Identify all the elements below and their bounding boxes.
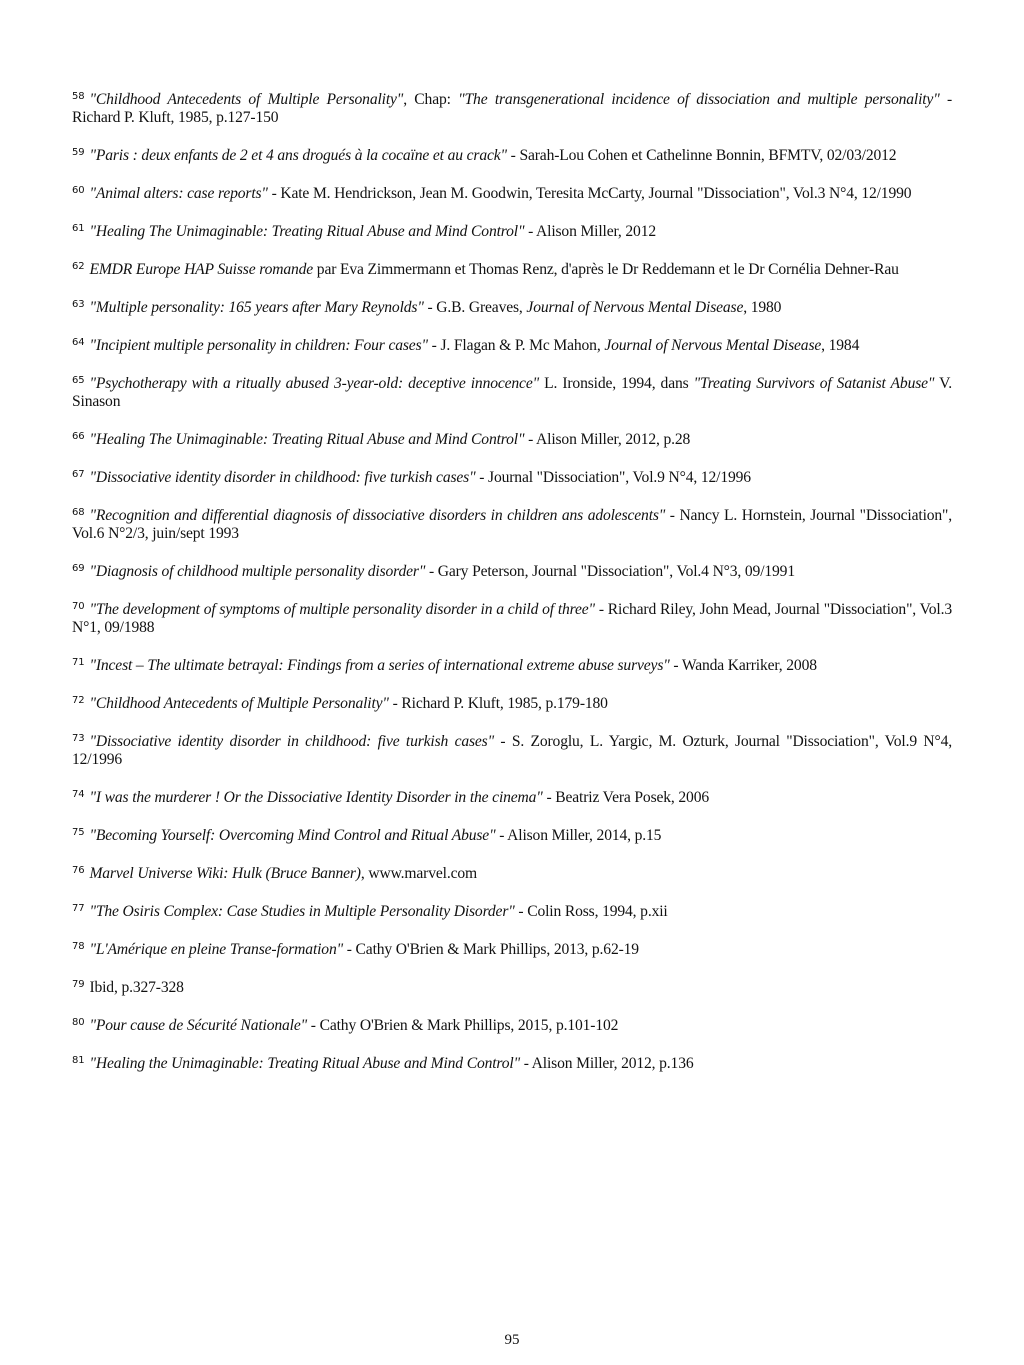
footnote-text: - Nancy L. Hornstein, Journal "Dissociation", Vol.6 N°2/3, juin/sept 1993 bbox=[72, 507, 953, 542]
footnote-title: "Paris : deux enfants de 2 et 4 ans drogués à la cocaïne et au crack" bbox=[89, 147, 507, 164]
footnote-text: , 1980 bbox=[743, 299, 782, 316]
footnote-text: - Kate M. Hendrickson, Jean M. Goodwin, Teresita McCarty, Journal "Dissociation", Vol.3 N°4, 12/1990 bbox=[267, 185, 912, 202]
footnote-number: 77 bbox=[72, 903, 85, 914]
footnote-title: "Animal alters: case reports" bbox=[89, 185, 268, 202]
footnote bbox=[72, 786, 952, 807]
footnote-text: - G.B. Greaves, bbox=[423, 299, 527, 316]
footnote-title: "Dissociative identity disorder in childhood: five turkish cases" bbox=[89, 469, 476, 486]
footnote bbox=[72, 1052, 952, 1073]
footnote-number: 69 bbox=[72, 563, 85, 574]
footnote bbox=[72, 730, 952, 769]
footnote-number: 62 bbox=[72, 261, 85, 272]
footnote-text: - Alison Miller, 2014, p.15 bbox=[495, 827, 662, 844]
footnote-title: Journal of Nervous Mental Disease bbox=[526, 299, 744, 316]
footnote bbox=[72, 1014, 952, 1035]
footnote bbox=[72, 182, 952, 203]
footnote-text: - Journal "Dissociation", Vol.9 N°4, 12/1996 bbox=[475, 469, 751, 486]
footnote-text: par Eva Zimmermann et Thomas Renz, d'après le Dr Reddemann et le Dr Cornélia Dehner-Rau bbox=[313, 261, 899, 278]
footnote-text: - Richard P. Kluft, 1985, p.179-180 bbox=[388, 695, 608, 712]
footnote bbox=[72, 372, 952, 411]
footnote bbox=[72, 900, 952, 921]
footnote bbox=[72, 824, 952, 845]
footnote-title: "Incipient multiple personality in children: Four cases" bbox=[89, 337, 428, 354]
footnote-number: 74 bbox=[72, 789, 85, 800]
footnote-number: 75 bbox=[72, 827, 85, 838]
footnote bbox=[72, 692, 952, 713]
footnote-text: - Alison Miller, 2012, p.136 bbox=[520, 1055, 694, 1072]
footnote-number: 68 bbox=[72, 507, 85, 518]
footnote bbox=[72, 466, 952, 487]
footnote-title: Journal of Nervous Mental Disease bbox=[604, 337, 822, 354]
footnote-title: "Recognition and differential diagnosis of dissociative disorders in children ans adolescents" bbox=[89, 507, 666, 524]
footnote-number: 71 bbox=[72, 657, 85, 668]
footnote-title: "The Osiris Complex: Case Studies in Multiple Personality Disorder" bbox=[89, 903, 515, 920]
footnote-title: "The transgenerational incidence of dissociation and multiple personality" bbox=[458, 91, 940, 108]
footnote bbox=[72, 976, 952, 997]
footnote-number: 67 bbox=[72, 469, 85, 480]
footnote-title: "I was the murderer ! Or the Dissociative Identity Disorder in the cinema" bbox=[89, 789, 543, 806]
footnote-text: - S. Zoroglu, L. Yargic, M. Ozturk, Journal "Dissociation", Vol.9 N°4, 12/1996 bbox=[72, 733, 952, 768]
footnote-number: 76 bbox=[72, 865, 85, 876]
footnote-title: EMDR Europe HAP Suisse romande bbox=[89, 261, 314, 278]
footnote-number: 80 bbox=[72, 1017, 85, 1028]
footnote-title: "Diagnosis of childhood multiple personality disorder" bbox=[89, 563, 426, 580]
footnote-text: - Richard Riley, John Mead, Journal "Dissociation", Vol.3 N°1, 09/1988 bbox=[72, 601, 952, 636]
footnote-text: - Colin Ross, 1994, p.xii bbox=[514, 903, 668, 920]
footnote-text: - J. Flagan & P. Mc Mahon, bbox=[427, 337, 605, 354]
footnote-number: 65 bbox=[72, 375, 85, 386]
footnote-text: V. Sinason bbox=[72, 375, 953, 410]
footnote-number: 61 bbox=[72, 223, 85, 234]
footnote bbox=[72, 504, 952, 543]
footnote-title: "L'Amérique en pleine Transe-formation" bbox=[89, 941, 344, 958]
footnote-text: - Cathy O'Brien & Mark Phillips, 2013, p.62-19 bbox=[343, 941, 639, 958]
footnote-title: "Multiple personality: 165 years after Mary Reynolds" bbox=[89, 299, 424, 316]
footnote-title: "Healing the Unimaginable: Treating Ritual Abuse and Mind Control" bbox=[89, 1055, 520, 1072]
footnote-number: 70 bbox=[72, 601, 85, 612]
footnote-text: - Gary Peterson, Journal "Dissociation", Vol.4 N°3, 09/1991 bbox=[425, 563, 795, 580]
footnote-text: - Cathy O'Brien & Mark Phillips, 2015, p.101-102 bbox=[307, 1017, 619, 1034]
footnote bbox=[72, 428, 952, 449]
footnote-number: 64 bbox=[72, 337, 85, 348]
footnote-title: "Becoming Yourself: Overcoming Mind Control and Ritual Abuse" bbox=[89, 827, 496, 844]
footnote-title: "Psychotherapy with a ritually abused 3-year-old: deceptive innocence" bbox=[89, 375, 540, 392]
footnote bbox=[72, 296, 952, 317]
footnote-number: 60 bbox=[72, 185, 85, 196]
page-number: 95 bbox=[504, 1332, 520, 1348]
footnote bbox=[72, 220, 952, 241]
footnote-title: "Incest – The ultimate betrayal: Findings from a series of international extreme abuse surveys" bbox=[89, 657, 670, 674]
footnote-title: "Dissociative identity disorder in childhood: five turkish cases" bbox=[89, 733, 494, 750]
footnote-title: "Healing The Unimaginable: Treating Ritual Abuse and Mind Control" bbox=[89, 223, 525, 240]
footnote-title: "The development of symptoms of multiple personality disorder in a child of three" bbox=[89, 601, 595, 618]
footnote-number: 63 bbox=[72, 299, 85, 310]
footnote-title: Marvel Universe Wiki: Hulk (Bruce Banner) bbox=[89, 865, 361, 882]
footnote bbox=[72, 144, 952, 165]
footnote-text: , Chap: bbox=[403, 91, 459, 108]
footnote-number: 81 bbox=[72, 1055, 85, 1066]
footnote-title: "Childhood Antecedents of Multiple Personality" bbox=[89, 91, 404, 108]
footnote-title: "Childhood Antecedents of Multiple Personality" bbox=[89, 695, 389, 712]
footnote bbox=[72, 862, 952, 883]
footnote bbox=[72, 334, 952, 355]
footnote bbox=[72, 938, 952, 959]
footnote-text: - Beatriz Vera Posek, 2006 bbox=[542, 789, 709, 806]
footnote bbox=[72, 258, 952, 279]
footnote-text: L. Ironside, 1994, dans bbox=[539, 375, 694, 392]
footnote-text: - Wanda Karriker, 2008 bbox=[669, 657, 817, 674]
footnote-number: 79 bbox=[72, 979, 85, 990]
footnote-number: 72 bbox=[72, 695, 85, 706]
footnote-text: , www.marvel.com bbox=[360, 865, 477, 882]
footnote-number: 66 bbox=[72, 431, 85, 442]
footnote-text: - Richard P. Kluft, 1985, p.127-150 bbox=[72, 91, 952, 126]
footnote-text: - Sarah-Lou Cohen et Cathelinne Bonnin, BFMTV, 02/03/2012 bbox=[506, 147, 897, 164]
footnote-number: 78 bbox=[72, 941, 85, 952]
footnote-number: 58 bbox=[72, 91, 85, 102]
footnote-number: 59 bbox=[72, 147, 85, 158]
footnote-number: 73 bbox=[72, 733, 85, 744]
footnotes-list bbox=[72, 88, 952, 1090]
footnote-text: Ibid, p.327-328 bbox=[89, 979, 184, 996]
footnote bbox=[72, 88, 952, 127]
footnote-title: "Pour cause de Sécurité Nationale" bbox=[89, 1017, 308, 1034]
footnote-title: "Treating Survivors of Satanist Abuse" bbox=[693, 375, 935, 392]
footnote-text: , 1984 bbox=[821, 337, 860, 354]
footnote-text: - Alison Miller, 2012, p.28 bbox=[524, 431, 691, 448]
footnote-title: "Healing The Unimaginable: Treating Ritual Abuse and Mind Control" bbox=[89, 431, 525, 448]
footnote bbox=[72, 560, 952, 581]
footnote bbox=[72, 598, 952, 637]
footnote-text: - Alison Miller, 2012 bbox=[524, 223, 656, 240]
footnote bbox=[72, 654, 952, 675]
